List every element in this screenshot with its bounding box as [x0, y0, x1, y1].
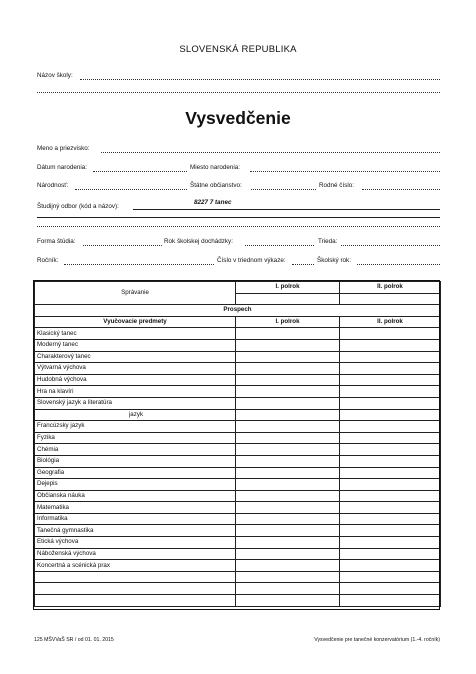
grade-half1-cell[interactable]: [236, 328, 340, 340]
grade-half1-cell[interactable]: [236, 479, 340, 491]
results-half1-header: I. polrok: [236, 316, 340, 328]
subject-row: [35, 479, 441, 491]
behavior-label: Správanie: [35, 282, 236, 305]
grade-half2-cell[interactable]: [340, 374, 441, 386]
study-form-line[interactable]: [83, 245, 162, 246]
subject-row: [35, 467, 441, 479]
grade-half1-cell[interactable]: [236, 397, 340, 409]
subject-row: [35, 409, 441, 421]
study-form-label: Forma štúdia:: [37, 238, 76, 245]
grade-half1-cell[interactable]: [236, 490, 340, 502]
grade-half2-cell[interactable]: [340, 595, 441, 607]
grade-half2-cell[interactable]: [340, 432, 441, 444]
subject-name: Informatika: [35, 513, 236, 525]
subject-row: [35, 397, 441, 409]
name-label: Meno a priezvisko:: [37, 145, 90, 152]
grades-table: [34, 281, 441, 607]
behavior-half1-header: I. polrok: [236, 282, 340, 294]
grade-half1-cell[interactable]: [236, 386, 340, 398]
nationality-label: Národnosť:: [37, 182, 69, 189]
name-line[interactable]: [101, 152, 440, 153]
subject-name: Hra na klavíri: [35, 386, 236, 398]
class-number-label: Číslo v triednom výkaze:: [217, 257, 286, 264]
behavior-half2-header: II. polrok: [340, 282, 441, 294]
grade-half1-cell[interactable]: [236, 560, 340, 572]
subject-name: Dejepis: [35, 479, 236, 491]
behavior-header-row: [35, 282, 441, 294]
grade-half1-cell[interactable]: [236, 409, 340, 421]
school-year-line[interactable]: [357, 264, 440, 265]
grade-half2-cell[interactable]: [340, 339, 441, 351]
nationality-line[interactable]: [75, 189, 187, 190]
birth-place-line[interactable]: [250, 171, 440, 172]
subject-name: Výtvarná výchova: [35, 363, 236, 375]
grade-half1-cell[interactable]: [236, 455, 340, 467]
subject-name: [35, 571, 236, 583]
subject-name: Náboženská výchova: [35, 548, 236, 560]
subject-name: Fyzika: [35, 432, 236, 444]
study-field-line[interactable]: [133, 209, 440, 210]
study-field-value: 8227 7 tanec: [194, 199, 232, 206]
footer-document-type: Vysvedčenie pre tanečné konzervatórium (1.-4. ročník): [314, 637, 440, 643]
grade-half2-cell[interactable]: [340, 583, 441, 595]
school-name-label: Názov školy:: [37, 72, 73, 79]
birth-place-label: Miesto narodenia:: [190, 164, 241, 171]
subject-name: Moderný tanec: [35, 339, 236, 351]
grade-half1-cell[interactable]: [236, 432, 340, 444]
subject-row: [35, 548, 441, 560]
subject-row: [35, 328, 441, 340]
grade-half1-cell[interactable]: [236, 374, 340, 386]
citizenship-line[interactable]: [251, 189, 316, 190]
grade-half1-cell[interactable]: [236, 525, 340, 537]
birth-date-line[interactable]: [93, 171, 187, 172]
attendance-year-line[interactable]: [245, 245, 314, 246]
grade-half1-cell[interactable]: [236, 583, 340, 595]
school-year-label: Školský rok:: [317, 257, 351, 264]
attendance-year-label: Rok školskej dochádzky:: [164, 238, 233, 245]
grade-half1-cell[interactable]: [236, 351, 340, 363]
subject-name: Etická výchova: [35, 537, 236, 549]
grade-half1-cell[interactable]: [236, 548, 340, 560]
subject-row: [35, 537, 441, 549]
subject-name: [35, 583, 236, 595]
grade-half1-cell[interactable]: [236, 571, 340, 583]
grade-half2-cell[interactable]: [340, 421, 441, 433]
subject-name: Francúzsky jazyk: [35, 421, 236, 433]
behavior-half2-cell[interactable]: [340, 293, 441, 305]
grade-half1-cell[interactable]: [236, 339, 340, 351]
subject-row: [35, 595, 441, 607]
class-number-line[interactable]: [292, 264, 314, 265]
footer-form-code: 125 MŠVVaŠ SR / od 01. 01. 2015: [34, 637, 114, 643]
subject-row: [35, 351, 441, 363]
grade-half1-cell[interactable]: [236, 444, 340, 456]
grade-half1-cell[interactable]: [236, 513, 340, 525]
results-header-row: [35, 305, 441, 317]
grade-half2-cell[interactable]: [340, 490, 441, 502]
study-field-label: Študijný odbor (kód a názov):: [37, 203, 119, 210]
behavior-half1-cell[interactable]: [236, 293, 340, 305]
grade-half1-cell[interactable]: [236, 467, 340, 479]
grade-half1-cell[interactable]: [236, 537, 340, 549]
subject-row: [35, 571, 441, 583]
grade-half1-cell[interactable]: [236, 502, 340, 514]
subject-row: [35, 455, 441, 467]
subject-name: Koncertná a scénická prax: [35, 560, 236, 572]
subject-name: Slovenský jazyk a literatúra: [35, 397, 236, 409]
subject-name: Geografia: [35, 467, 236, 479]
school-name-line-1[interactable]: [80, 79, 440, 80]
subject-row: [35, 432, 441, 444]
subject-name: Matematika: [35, 502, 236, 514]
grade-half2-cell[interactable]: [340, 328, 441, 340]
subject-row: [35, 560, 441, 572]
grade-year-line[interactable]: [64, 264, 214, 265]
grade-half1-cell[interactable]: [236, 363, 340, 375]
country-heading: SLOVENSKÁ REPUBLIKA: [179, 44, 297, 55]
subject-row: [35, 363, 441, 375]
grade-half2-cell[interactable]: [340, 351, 441, 363]
subject-row: [35, 421, 441, 433]
subject-name: Hudobná výchova: [35, 374, 236, 386]
subject-name: Biológia: [35, 455, 236, 467]
grade-half1-cell[interactable]: [236, 421, 340, 433]
study-field-line-3[interactable]: [37, 226, 440, 227]
subject-name: Charakterový tanec: [35, 351, 236, 363]
grade-half2-cell[interactable]: [340, 386, 441, 398]
subject-row: [35, 339, 441, 351]
subject-row: [35, 374, 441, 386]
grade-year-label: Ročník:: [37, 257, 59, 264]
subject-row: [35, 583, 441, 595]
grade-half1-cell[interactable]: [236, 595, 340, 607]
grade-half2-cell[interactable]: [340, 479, 441, 491]
grade-half2-cell[interactable]: [340, 548, 441, 560]
study-field-line-2[interactable]: [37, 217, 440, 218]
subject-name: Klasický tanec: [35, 328, 236, 340]
subject-row: [35, 490, 441, 502]
subject-name: Tanečná gymnastika: [35, 525, 236, 537]
grade-half2-cell[interactable]: [340, 444, 441, 456]
grade-half2-cell[interactable]: [340, 537, 441, 549]
grade-half2-cell[interactable]: [340, 571, 441, 583]
grade-half2-cell[interactable]: [340, 525, 441, 537]
grade-half2-cell[interactable]: [340, 397, 441, 409]
subject-row: [35, 525, 441, 537]
grade-half2-cell[interactable]: [340, 467, 441, 479]
grade-half2-cell[interactable]: [340, 513, 441, 525]
grade-half2-cell[interactable]: [340, 502, 441, 514]
subjects-header: Vyučovacie predmety: [35, 316, 236, 328]
grade-half2-cell[interactable]: [340, 409, 441, 421]
results-header: Prospech: [35, 305, 441, 317]
birth-number-label: Rodné číslo:: [319, 182, 355, 189]
class-label: Trieda:: [318, 238, 338, 245]
subjects-header-row: [35, 316, 441, 328]
language-placeholder: jazyk: [35, 409, 236, 421]
subject-name: [35, 595, 236, 607]
grade-half2-cell[interactable]: [340, 560, 441, 572]
subject-row: [35, 386, 441, 398]
birth-date-label: Dátum narodenia:: [37, 164, 88, 171]
subject-row: [35, 444, 441, 456]
grade-half2-cell[interactable]: [340, 455, 441, 467]
subject-row: [35, 513, 441, 525]
class-line[interactable]: [341, 245, 440, 246]
grade-half2-cell[interactable]: [340, 363, 441, 375]
school-name-line-2[interactable]: [37, 92, 440, 93]
document-title: Vysvedčenie: [185, 108, 291, 128]
citizenship-label: Štátne občianstvo:: [190, 182, 242, 189]
subject-row: [35, 502, 441, 514]
birth-number-line[interactable]: [362, 189, 440, 190]
subject-name: Chémia: [35, 444, 236, 456]
results-half2-header: II. polrok: [340, 316, 441, 328]
subject-name: Občianska náuka: [35, 490, 236, 502]
